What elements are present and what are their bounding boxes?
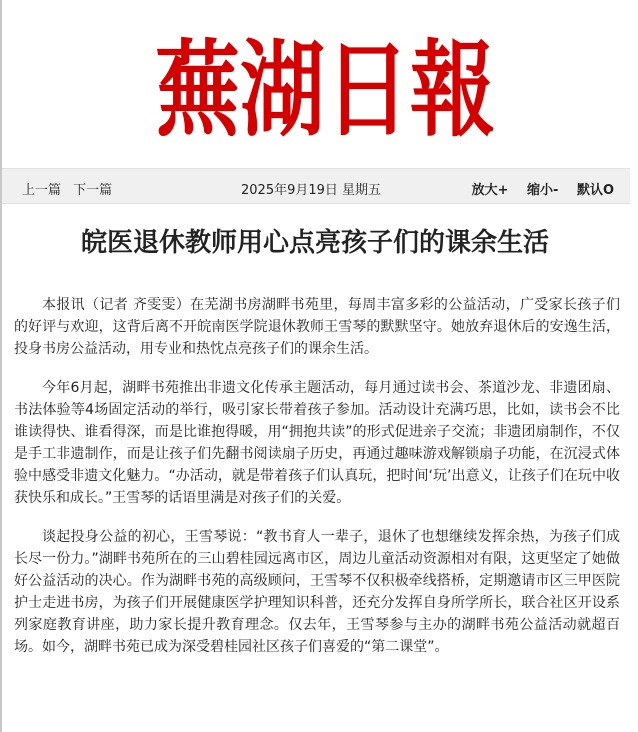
next-article-link[interactable]: 下一篇 [73, 183, 113, 198]
masthead [0, 0, 638, 168]
logo-text: 蕪湖日報 [155, 28, 495, 151]
zoom-out-button[interactable]: 缩小- [527, 183, 559, 198]
article-title: 皖医退休教师用心点亮孩子们的课余生活 [80, 228, 549, 258]
article-paragraph: 今年6月起，湖畔书苑推出非遗文化传承主题活动，每月通过读书会、茶道沙龙、非遗团扇、书法体验等4场固定活动的举行，吸引家长带着孩子参加。活动设计充满巧思，比如，读书会不比谁读得快、谁看得深，而是比谁抱得暖，用“拥抱共读”的形式促进亲子交流；非遗团扇制作，不仅是手工非遗制作，而是让孩子们先翻书阅读扇子历史，再通过趣味游戏解锁扇子功能，在沉浸式体验中感受非遗文化魅力。“办活动，就是带着孩子们认真玩，把时间‘玩’出意义，让孩子们在玩中收获快乐和成长。”王雪琴的话语里满是对孩子们的关爱。 [14, 380, 620, 506]
article-body [14, 294, 620, 675]
zoom-default-button[interactable]: 默认O [576, 183, 614, 198]
toolbar [2, 168, 630, 204]
prev-article-link[interactable]: 上一篇 [22, 183, 62, 198]
article-paragraph: 谈起投身公益的初心，王雪琴说：“教书育人一辈子，退休了也想继续发挥余热，为孩子们成长尽一份力。”湖畔书苑所在的三山碧桂园远离市区，周边儿童活动资源相对有限，这更坚定了她做好公益活动的决心。作为湖畔书苑的高级顾问，王雪琴不仅积极牵线搭桥，定期邀请市区三甲医院护士走进书房，为孩子们开展健康医学护理知识科普，还充分发挥自身所学所长，联合社区开设系列家庭教育讲座，助力家长提升教育理念。仅去年，王雪琴参与主办的湖畔书苑公益活动就超百场。如今，湖畔书苑已成为深受碧桂园社区孩子们喜爱的“第二课堂”。 [14, 529, 620, 655]
newspaper-logo [150, 22, 500, 152]
article-nav [22, 179, 120, 198]
issue-date: 2025年9月19日 星期五 [241, 183, 382, 198]
zoom-in-button[interactable]: 放大+ [471, 183, 509, 198]
article-paragraph: 本报讯（记者 齐雯雯）在芜湖书房湖畔书苑里，每周丰富多彩的公益活动，广受家长孩子们的好评与欢迎，这背后离不开皖南医学院退休教师王雪琴的默默坚守。她放弃退休后的安逸生活，投身书房公益活动，用专业和热忱点亮孩子们的课余生活。 [14, 297, 620, 357]
zoom-controls [458, 179, 614, 198]
